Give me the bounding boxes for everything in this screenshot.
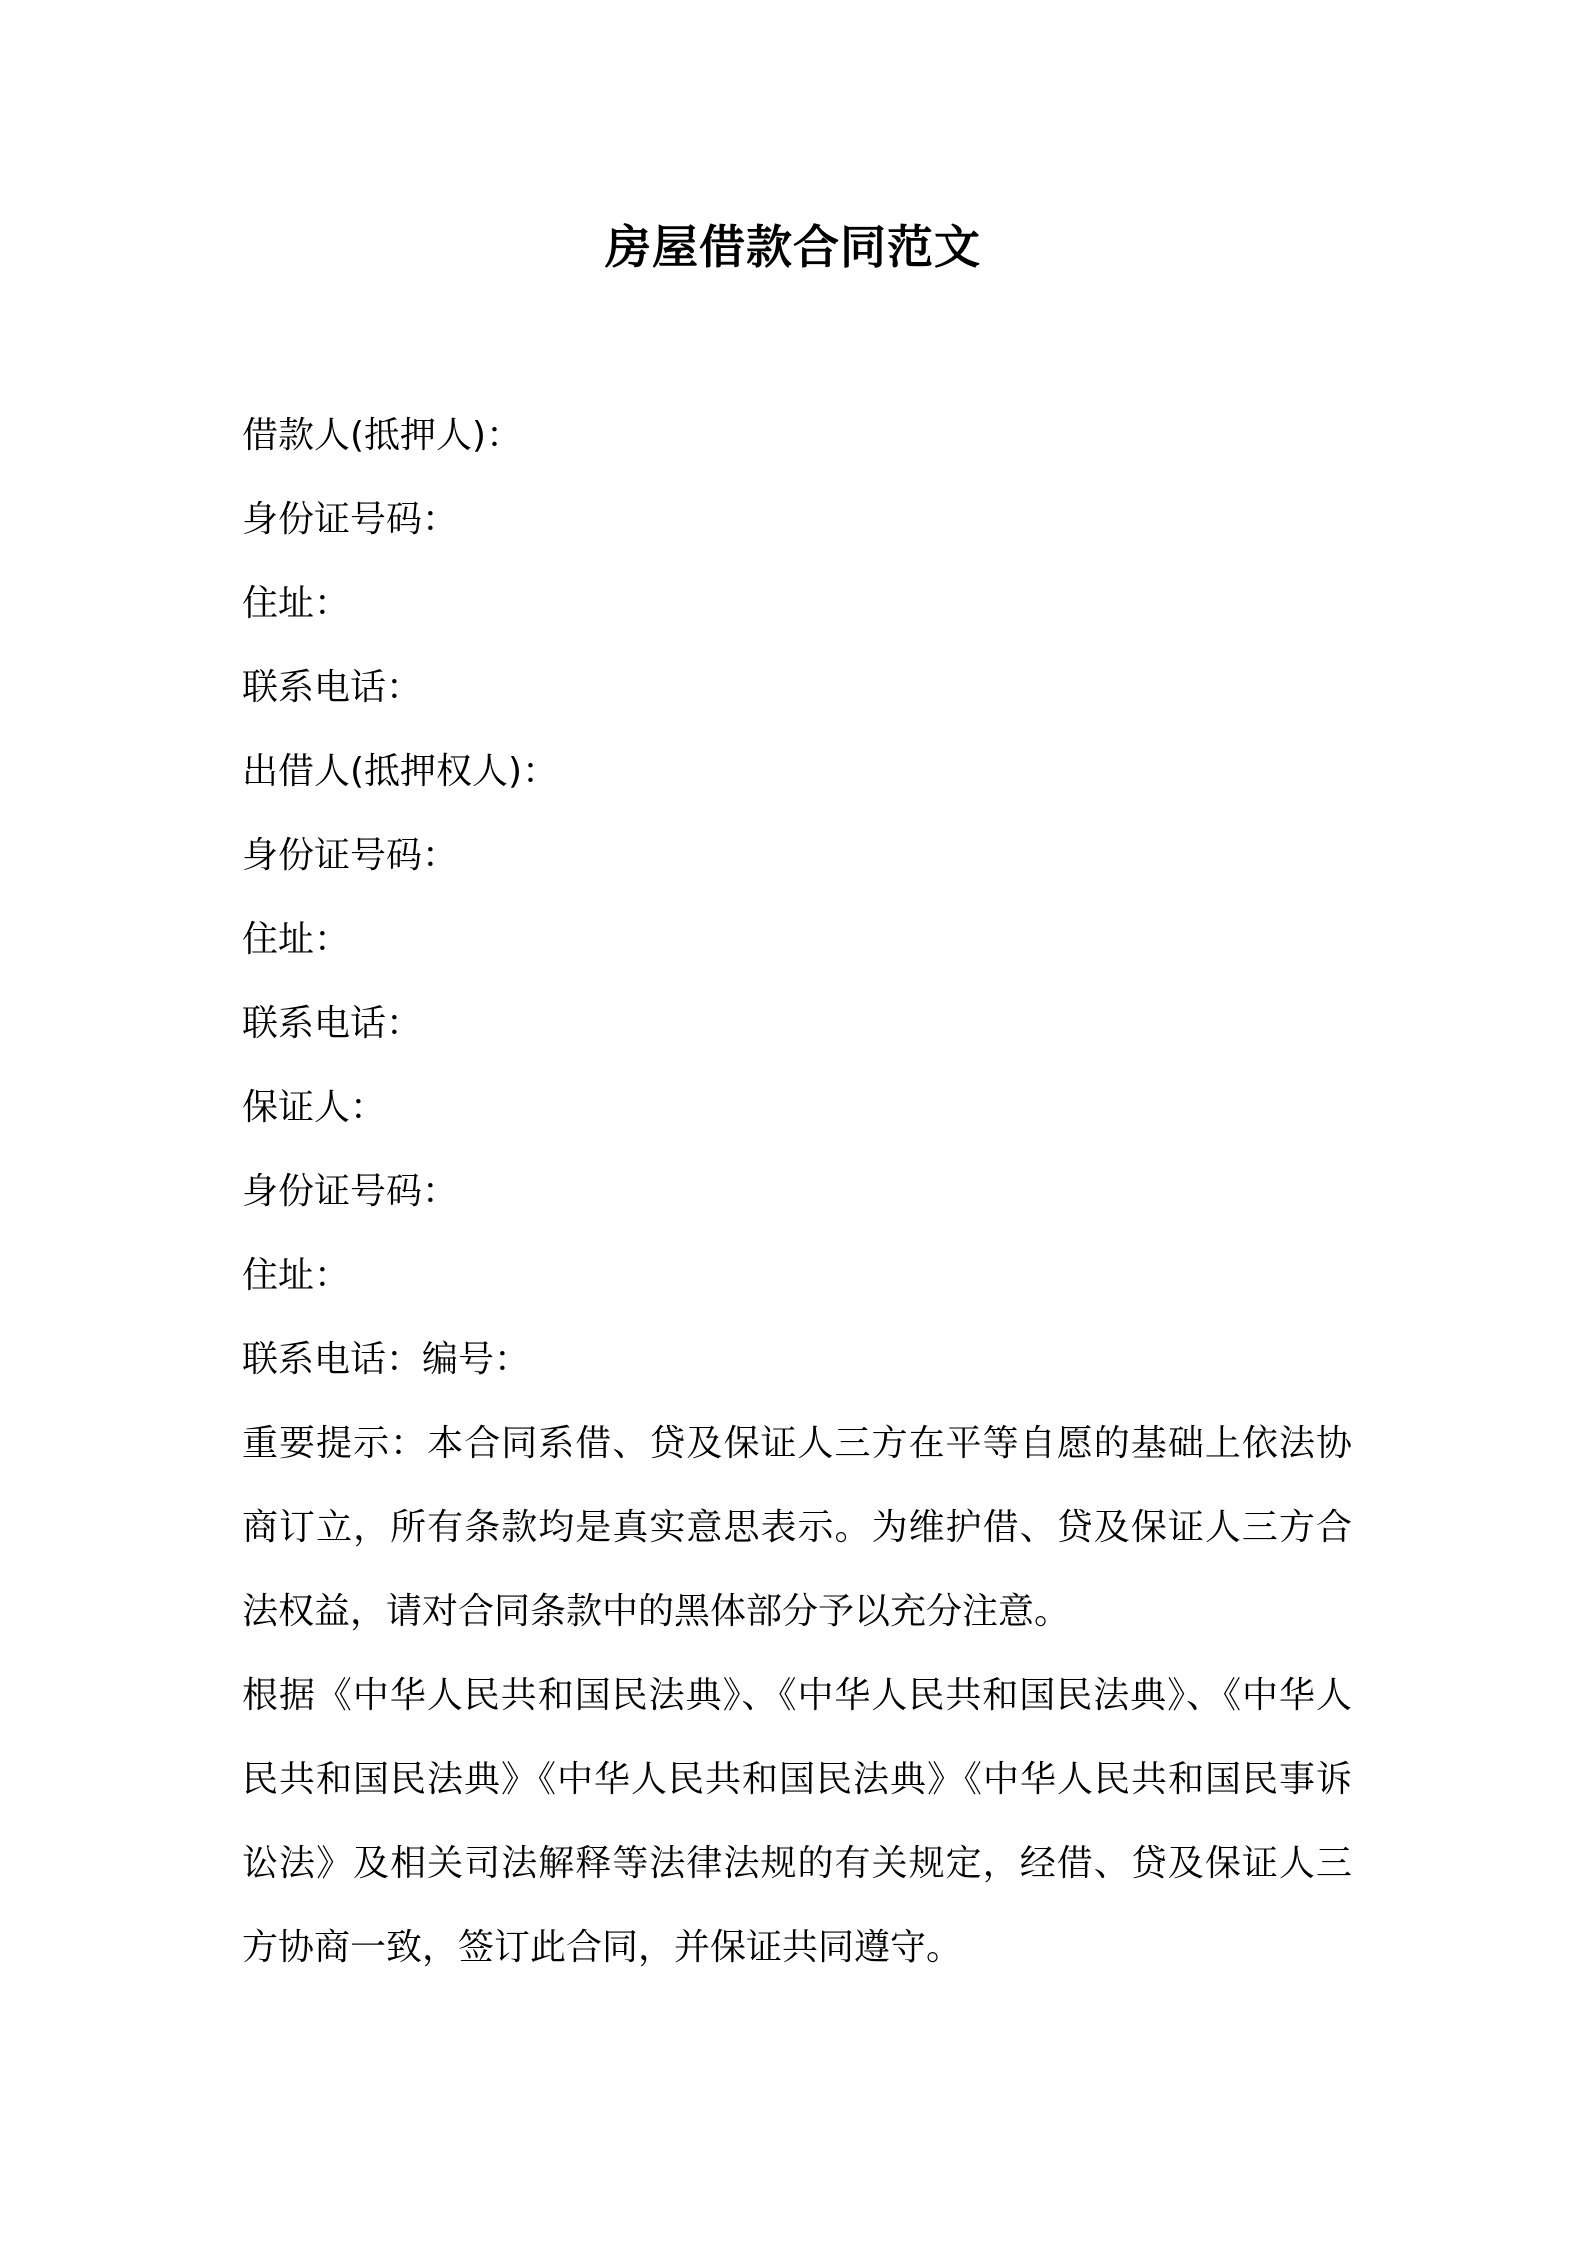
guarantor-id-label: 身份证号码： <box>242 1171 459 1212</box>
document-title: 房屋借款合同范文 <box>605 220 981 274</box>
lender-phone-label: 联系电话： <box>242 1003 423 1044</box>
guarantor-address-label: 住址： <box>242 1255 351 1296</box>
lender-address-label: 住址： <box>242 919 351 960</box>
borrower-id-label: 身份证号码： <box>242 499 459 540</box>
borrower-label: 借款人(抵押人)： <box>242 415 523 456</box>
guarantor-phone-number-label: 联系电话：编号： <box>242 1339 531 1380</box>
lender-id-label: 身份证号码： <box>242 835 459 876</box>
lender-label: 出借人(抵押权人)： <box>242 751 559 792</box>
borrower-phone-label: 联系电话： <box>242 667 423 708</box>
important-notice: 重要提示：本合同系借、贷及保证人三方在平等自愿的基础上依法协商订立，所有条款均是真实意思表示。为维护借、贷及保证人三方合法权益，请对合同条款中的黑体部分予以充分注意。 <box>242 1423 1352 1632</box>
legal-basis-paragraph: 根据《中华人民共和国民法典》、《中华人民共和国民法典》、《中华人民共和国民法典》《中华人民共和国民法典》《中华人民共和国民事诉讼法》及相关司法解释等法律法规的有关规定，经借、贷及保证人三方协商一致，签订此合同，并保证共同遵守。 <box>242 1675 1352 1968</box>
guarantor-label: 保证人： <box>242 1087 387 1128</box>
borrower-address-label: 住址： <box>242 583 351 624</box>
